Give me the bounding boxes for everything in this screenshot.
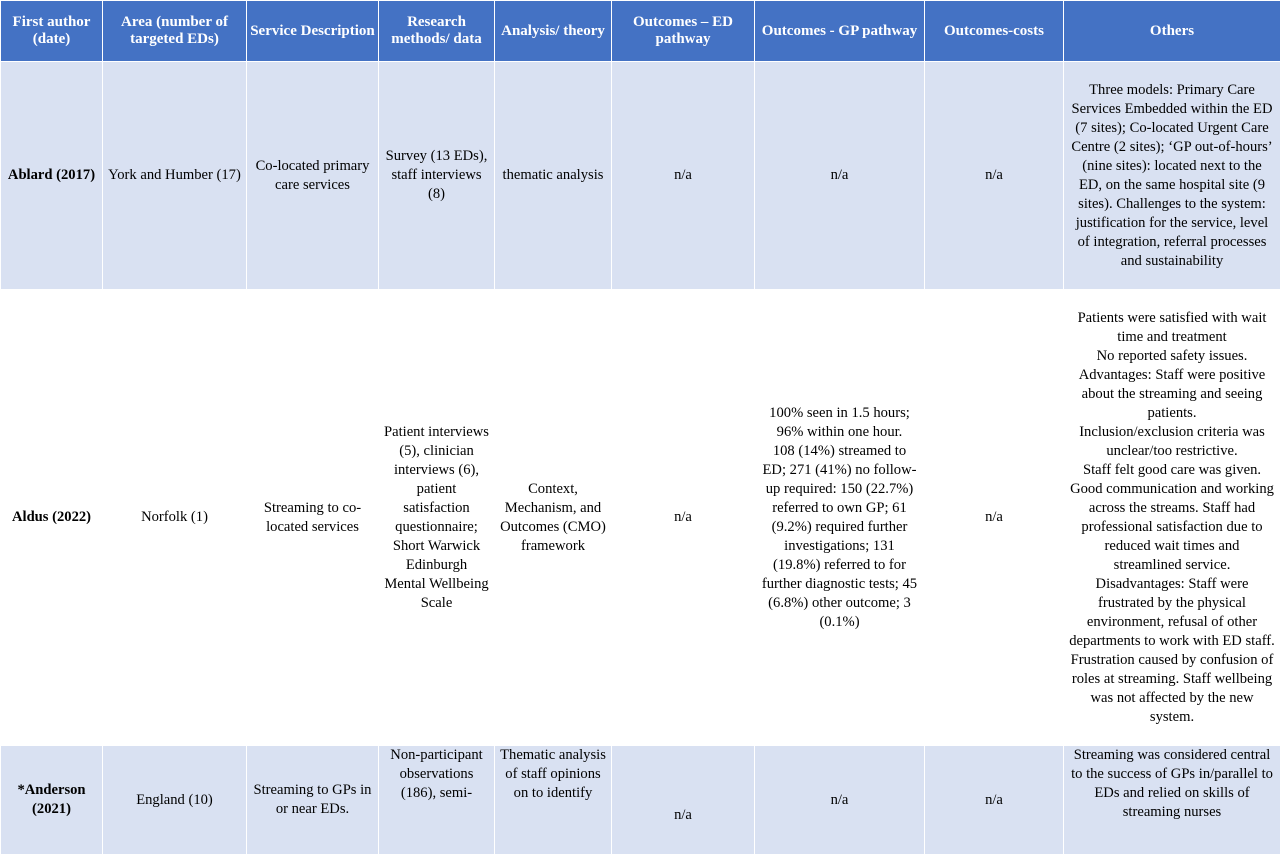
analysis-cell: Context, Mechanism, and Outcomes (CMO) framework [495, 290, 612, 746]
others-line: Inclusion/exclusion criteria was unclear/too restrictive. [1069, 423, 1275, 461]
ed-outcomes-cell: n/a [612, 290, 755, 746]
methods-cell: Survey (13 EDs), staff interviews (8) [379, 62, 495, 290]
costs-cell: n/a [925, 290, 1064, 746]
area-cell: Norfolk (1) [103, 290, 247, 746]
analysis-text: Thematic analysis of staff opinions on to identify [500, 746, 606, 803]
others-line: No reported safety issues. [1069, 347, 1275, 366]
gp-outcomes-line: 100% seen in 1.5 hours; 96% within one hour. [760, 404, 919, 442]
gp-outcomes-line: 108 (14%) streamed to ED; 271 (41%) no follow-up required: 150 (22.7%) referred to own GP; 61 (9.2%) required further investigations; 131 (19.8%) referred to for further diagnostic tests; 45 (6.8%) other outcome; 3 (0.1%) [760, 442, 919, 632]
service-cell: Streaming to co-located services [247, 290, 379, 746]
analysis-cell [495, 746, 612, 855]
methods-cell: Patient interviews (5), clinician interviews (6), patient satisfaction questionnaire; Short Warwick Edinburgh Mental Wellbeing Scale [379, 290, 495, 746]
header-analysis-theory: Analysis/ theory [495, 1, 612, 62]
header-outcomes-gp: Outcomes - GP pathway [755, 1, 925, 62]
service-cell: Streaming to GPs in or near EDs. [247, 746, 379, 855]
header-research-methods: Research methods/ data [379, 1, 495, 62]
costs-cell: n/a [925, 62, 1064, 290]
others-line: Advantages: Staff were positive about the streaming and seeing patients. [1069, 366, 1275, 423]
table-row [1, 62, 1280, 290]
header-outcomes-ed: Outcomes – ED pathway [612, 1, 755, 62]
others-text: Streaming was considered central to the success of GPs in/parallel to EDs and relied on skills of streaming nurses [1069, 746, 1275, 822]
header-area: Area (number of targeted EDs) [103, 1, 247, 62]
gp-outcomes-cell [755, 290, 925, 746]
header-service-description: Service Description [247, 1, 379, 62]
others-line: Disadvantages: Staff were frustrated by the physical environment, refusal of other departments to work with ED staff. Frustration caused by confusion of roles at streaming. Staff wellbeing was not affected by the new system. [1069, 575, 1275, 727]
header-first-author: First author (date) [1, 1, 103, 62]
ed-outcomes-cell: n/a [612, 62, 755, 290]
analysis-cell: thematic analysis [495, 62, 612, 290]
gp-outcomes-cell: n/a [755, 746, 925, 855]
header-outcomes-costs: Outcomes-costs [925, 1, 1064, 62]
service-cell: Co-located primary care services [247, 62, 379, 290]
author-cell: *Anderson (2021) [1, 746, 103, 855]
gp-outcomes-cell: n/a [755, 62, 925, 290]
others-line: Patients were satisfied with wait time and treatment [1069, 309, 1275, 347]
header-others: Others [1064, 1, 1280, 62]
author-cell: Ablard (2017) [1, 62, 103, 290]
others-line: Staff felt good care was given. Good communication and working across the streams. Staff had professional satisfaction due to reduced wait times and streamlined service. [1069, 461, 1275, 575]
table-row [1, 746, 1280, 855]
ed-outcomes-cell: n/a [612, 746, 755, 855]
others-cell [1064, 290, 1280, 746]
others-cell: Three models: Primary Care Services Embedded within the ED (7 sites); Co-located Urgent Care Centre (2 sites); ‘GP out-of-hours’ (nine sites): located next to the ED, on the same hospital site (9 sites). Challenges to the system: justification for the service, level of integration, referral processes and sustainability [1064, 62, 1280, 290]
header-row [1, 1, 1280, 62]
methods-cell [379, 746, 495, 855]
area-cell: England (10) [103, 746, 247, 855]
author-cell: Aldus (2022) [1, 290, 103, 746]
costs-cell: n/a [925, 746, 1064, 855]
area-cell: York and Humber (17) [103, 62, 247, 290]
table-row [1, 290, 1280, 746]
methods-text: Non-participant observations (186), semi- [384, 746, 489, 803]
others-cell [1064, 746, 1280, 855]
